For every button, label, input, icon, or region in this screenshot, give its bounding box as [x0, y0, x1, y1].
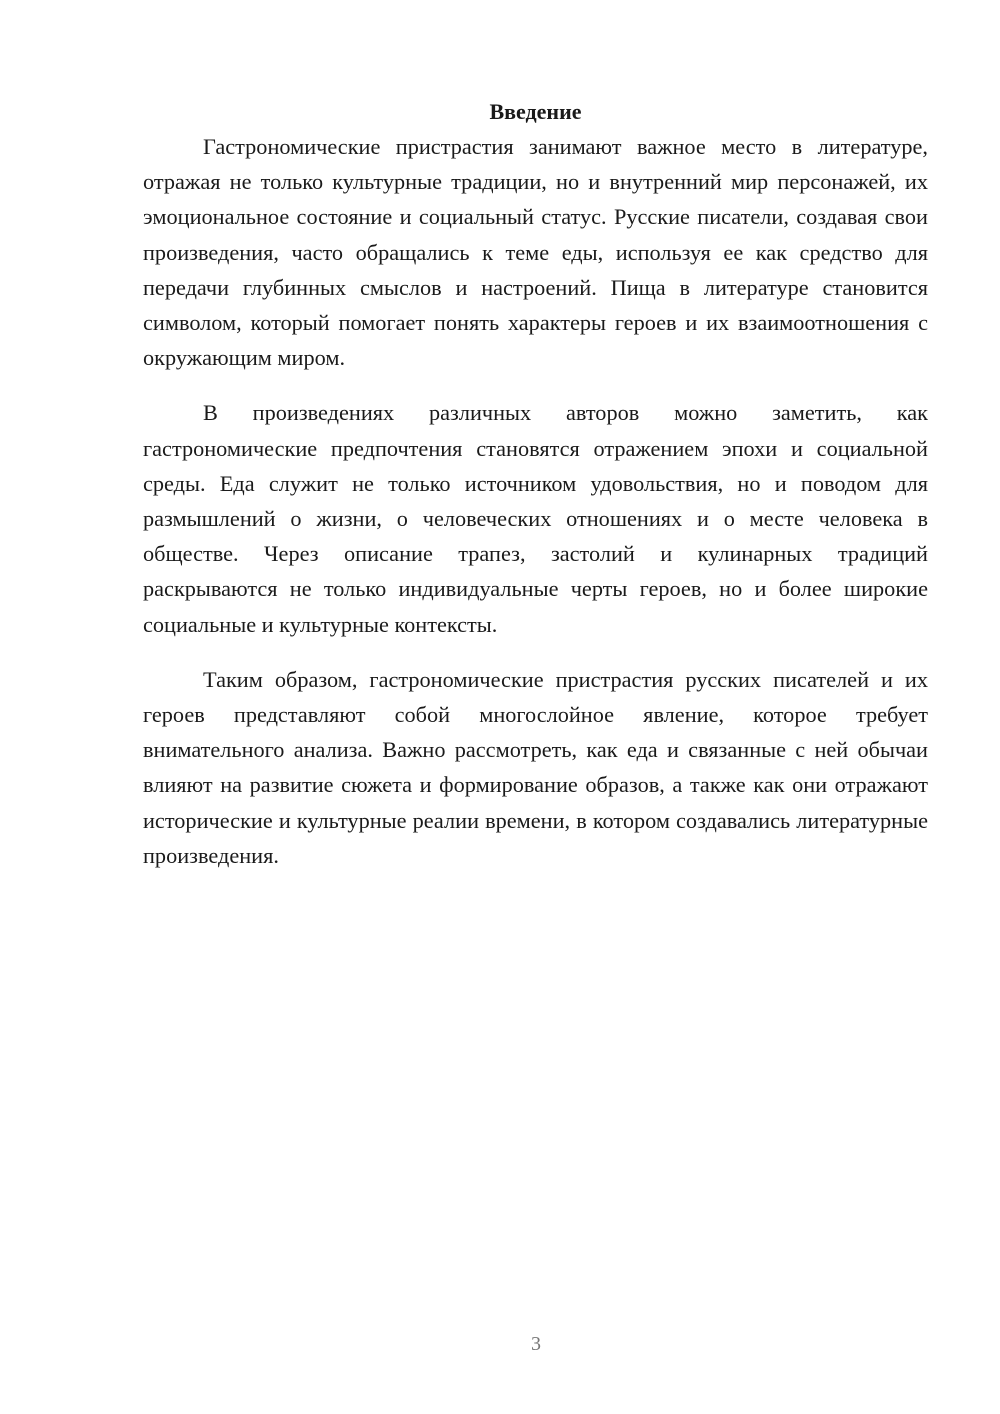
page-number: 3: [531, 1333, 541, 1355]
section-title: Введение: [489, 99, 582, 124]
paragraph-1: Гастрономические пристрастия занимают важное место в литературе, отражая не только культурные традиции, но и внутренний мир персонажей, их эмоциональное состояние и социальный статус. Русские писатели, создавая свои произведения, часто обращались к теме еды, используя ее как средство для передачи глубинных смыслов и настроений. Пища в литературе становится символом, который помогает понять характеры героев и их взаимоотношения с окружающим миром.: [143, 134, 928, 371]
document-body: [143, 94, 928, 873]
paragraph-2: В произведениях различных авторов можно заметить, как гастрономические предпочтения становятся отражением эпохи и социальной среды. Еда служит не только источником удовольствия, но и поводом для размышлений о жизни, о человеческих отношениях и о месте человека в обществе. Через описание трапез, застолий и кулинарных традиций раскрываются не только индивидуальные черты героев, но и более широкие социальные и культурные контексты.: [143, 400, 928, 637]
paragraph-3: Таким образом, гастрономические пристрастия русских писателей и их героев представляют собой многослойное явление, которое требует внимательного анализа. Важно рассмотреть, как еда и связанные с ней обычаи влияют на развитие сюжета и формирование образов, а также как они отражают исторические и культурные реалии времени, в котором создавались литературные произведения.: [143, 666, 928, 868]
